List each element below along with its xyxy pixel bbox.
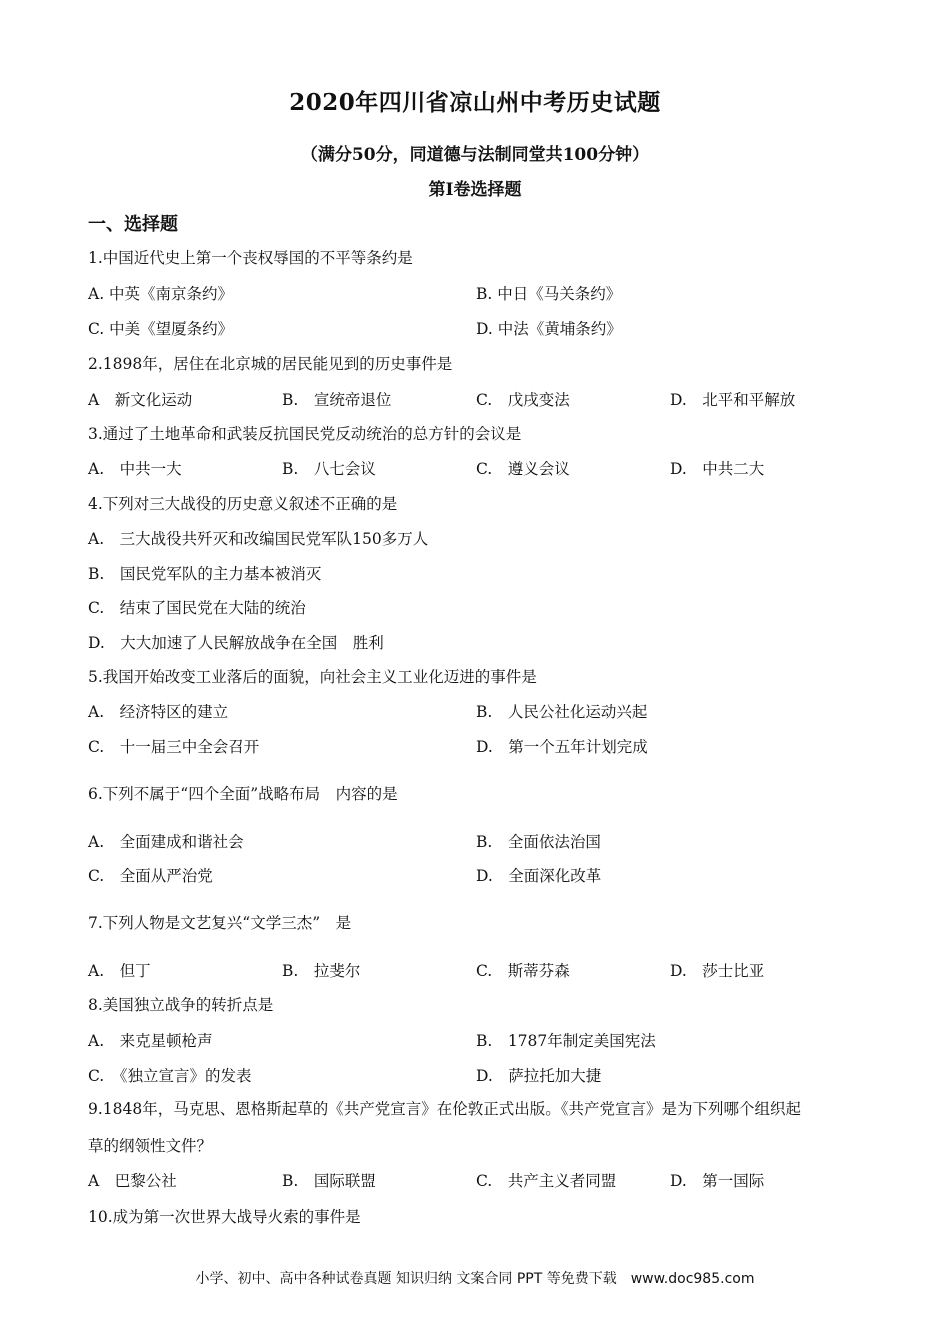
option-a: A. 全面建成和谐社会 [88, 833, 244, 851]
question-stem: 10.成为第一次世界大战导火索的事件是 [88, 1208, 361, 1226]
option-a: A. 中英《南京条约》 [88, 285, 234, 303]
option-b: B. 中日《马关条约》 [476, 285, 622, 303]
option-b: B. 国际联盟 [282, 1172, 376, 1190]
option-d: D. 萨拉托加大捷 [476, 1067, 602, 1085]
option-c: C. 全面从严治党 [88, 867, 213, 885]
page-subtitle: （满分50分，同道德与法制同堂共100分钟） [300, 145, 650, 165]
option-a: A. 中共一大 [88, 460, 182, 478]
option-c: C. 《独立宣言》的发表 [88, 1067, 252, 1085]
option-d: D. 北平和平解放 [670, 391, 796, 409]
option-d: D. 第一个五年计划完成 [476, 738, 648, 756]
question-stem: 6.下列不属于“四个全面”战略布局 内容的是 [88, 785, 398, 803]
option-a: A. 经济特区的建立 [88, 703, 229, 721]
option-d: D. 中法《黄埔条约》 [476, 320, 622, 338]
question-stem: 4.下列对三大战役的历史意义叙述不正确的是 [88, 495, 398, 513]
option-c: C. 戊戌变法 [476, 391, 570, 409]
option-d: D. 第一国际 [670, 1172, 765, 1190]
option-b: B. 全面依法治国 [476, 833, 601, 851]
page-footer: 小学、初中、高中各种试卷真题 知识归纳 文案合同 PPT 等免费下载 www.doc985.com [195, 1271, 755, 1287]
option-d: D. 莎士比亚 [670, 962, 765, 980]
option-b: B. 八七会议 [282, 460, 376, 478]
question-stem: 8.美国独立战争的转折点是 [88, 996, 274, 1014]
option-a: A. 三大战役共歼灭和改编国民党军队150多万人 [88, 530, 429, 548]
option-a: A 新文化运动 [88, 391, 193, 409]
question-stem: 7.下列人物是文艺复兴“文学三杰” 是 [88, 914, 352, 932]
option-a: A 巴黎公社 [88, 1172, 177, 1190]
option-d: D. 全面深化改革 [476, 867, 602, 885]
option-a: A. 但丁 [88, 962, 151, 980]
option-d: D. 大大加速了人民解放战争在全国 胜利 [88, 634, 384, 652]
option-c: C. 十一届三中全会召开 [88, 738, 260, 756]
question-stem: 5.我国开始改变工业落后的面貌，向社会主义工业化迈进的事件是 [88, 668, 537, 686]
page-title: 2020年四川省凉山州中考历史试题 [289, 89, 661, 116]
option-d: D. 中共二大 [670, 460, 765, 478]
question-stem: 9.1848年，马克思、恩格斯起草的《共产党宣言》在伦敦正式出版。《共产党宣言》是为下列哪个组织起 [88, 1100, 801, 1118]
volume-heading: 第Ⅰ卷选择题 [428, 180, 522, 200]
option-b: B. 国民党军队的主力基本被消灭 [88, 565, 322, 583]
section-title: 一、选择题 [88, 214, 178, 235]
question-stem: 1.中国近代史上第一个丧权辱国的不平等条约是 [88, 249, 413, 267]
question-stem: 2.1898年，居住在北京城的居民能见到的历史事件是 [88, 355, 453, 373]
option-c: C. 中美《望厦条约》 [88, 320, 234, 338]
option-b: B. 宣统帝退位 [282, 391, 392, 409]
option-c: C. 共产主义者同盟 [476, 1172, 617, 1190]
option-c: C. 结束了国民党在大陆的统治 [88, 599, 306, 617]
option-b: B. 拉斐尔 [282, 962, 361, 980]
option-c: C. 斯蒂芬森 [476, 962, 570, 980]
question-stem: 3.通过了土地革命和武装反抗国民党反动统治的总方针的会议是 [88, 425, 522, 443]
option-b: B. 人民公社化运动兴起 [476, 703, 648, 721]
option-a: A. 来克星顿枪声 [88, 1032, 213, 1050]
option-c: C. 遵义会议 [476, 460, 570, 478]
question-stem-continued: 草的纲领性文件？ [88, 1137, 213, 1155]
option-b: B. 1787年制定美国宪法 [476, 1032, 656, 1050]
